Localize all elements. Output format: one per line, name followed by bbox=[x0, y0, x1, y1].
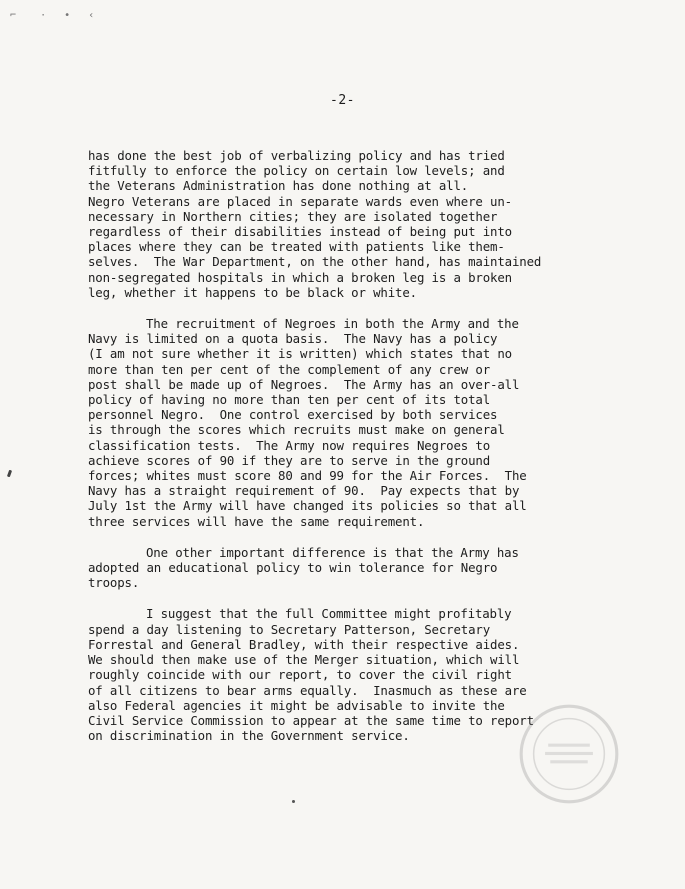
page-number: -2- bbox=[330, 93, 355, 108]
text-line: Navy is limited on a quota basis. The Navy has a policy bbox=[88, 331, 498, 347]
text-line: also Federal agencies it might be advisable to invite the bbox=[88, 697, 505, 713]
text-line: more than ten per cent of the complement of any crew or bbox=[88, 361, 491, 377]
text-line: One other important difference is that the Army has bbox=[146, 544, 519, 560]
text-line: policy of having no more than ten per cent of its total bbox=[88, 392, 491, 408]
letter-body bbox=[88, 148, 648, 759]
text-line: forces; whites must score 80 and 99 for the Air Forces. The bbox=[88, 468, 527, 484]
archive-stamp-seal bbox=[517, 702, 621, 806]
paragraph bbox=[88, 545, 648, 591]
text-line: post shall be made up of Negroes. The Army has an over-all bbox=[88, 376, 520, 392]
text-line: is through the scores which recruits must make on general bbox=[88, 422, 505, 438]
paragraph bbox=[88, 148, 648, 300]
text-line: We should then make use of the Merger situation, which will bbox=[88, 652, 520, 668]
text-line: adopted an educational policy to win tolerance for Negro bbox=[88, 560, 498, 576]
text-line: necessary in Northern cities; they are isolated together bbox=[88, 208, 498, 224]
text-line: places where they can be treated with patients like them- bbox=[88, 239, 505, 255]
text-line: classification tests. The Army now requires Negroes to bbox=[88, 437, 491, 453]
text-line: regardless of their disabilities instead of being put into bbox=[88, 224, 512, 240]
paragraph bbox=[88, 316, 648, 529]
text-line: Negro Veterans are placed in separate wards even where un- bbox=[88, 193, 512, 209]
text-line: July 1st the Army will have changed its policies so that all bbox=[88, 498, 527, 514]
text-line: leg, whether it happens to be black or white. bbox=[88, 284, 417, 300]
text-line: three services will have the same requirement. bbox=[88, 513, 425, 529]
text-line: of all citizens to bear arms equally. Inasmuch as these are bbox=[88, 682, 527, 698]
text-line: The recruitment of Negroes in both the Army and the bbox=[146, 316, 519, 332]
text-line: roughly coincide with our report, to cover the civil right bbox=[88, 667, 512, 683]
text-line: spend a day listening to Secretary Patterson, Secretary bbox=[88, 621, 491, 637]
text-line: Forrestal and General Bradley, with their respective aides. bbox=[88, 636, 520, 652]
text-line: (I am not sure whether it is written) which states that no bbox=[88, 346, 512, 362]
text-line: troops. bbox=[88, 575, 140, 591]
text-line: achieve scores of 90 if they are to serve in the ground bbox=[88, 452, 491, 468]
text-line: on discrimination in the Government service. bbox=[88, 728, 410, 744]
text-line: has done the best job of verbalizing policy and has tried bbox=[88, 148, 505, 163]
margin-mark bbox=[7, 470, 12, 478]
text-line: I suggest that the full Committee might profitably bbox=[146, 606, 512, 622]
text-line: fitfully to enforce the policy on certain low levels; and bbox=[88, 163, 505, 179]
text-line: personnel Negro. One control exercised by both services bbox=[88, 407, 498, 423]
scan-marks: ⌐ · • ‹ bbox=[10, 10, 95, 21]
text-line: Navy has a straight requirement of 90. Pay expects that by bbox=[88, 483, 520, 499]
text-line: selves. The War Department, on the other hand, has maintained bbox=[88, 254, 542, 270]
ink-speck bbox=[292, 800, 295, 803]
text-line: non-segregated hospitals in which a broken leg is a broken bbox=[88, 269, 512, 285]
text-line: Civil Service Commission to appear at the same time to report bbox=[88, 712, 534, 728]
text-line: the Veterans Administration has done nothing at all. bbox=[88, 178, 469, 194]
